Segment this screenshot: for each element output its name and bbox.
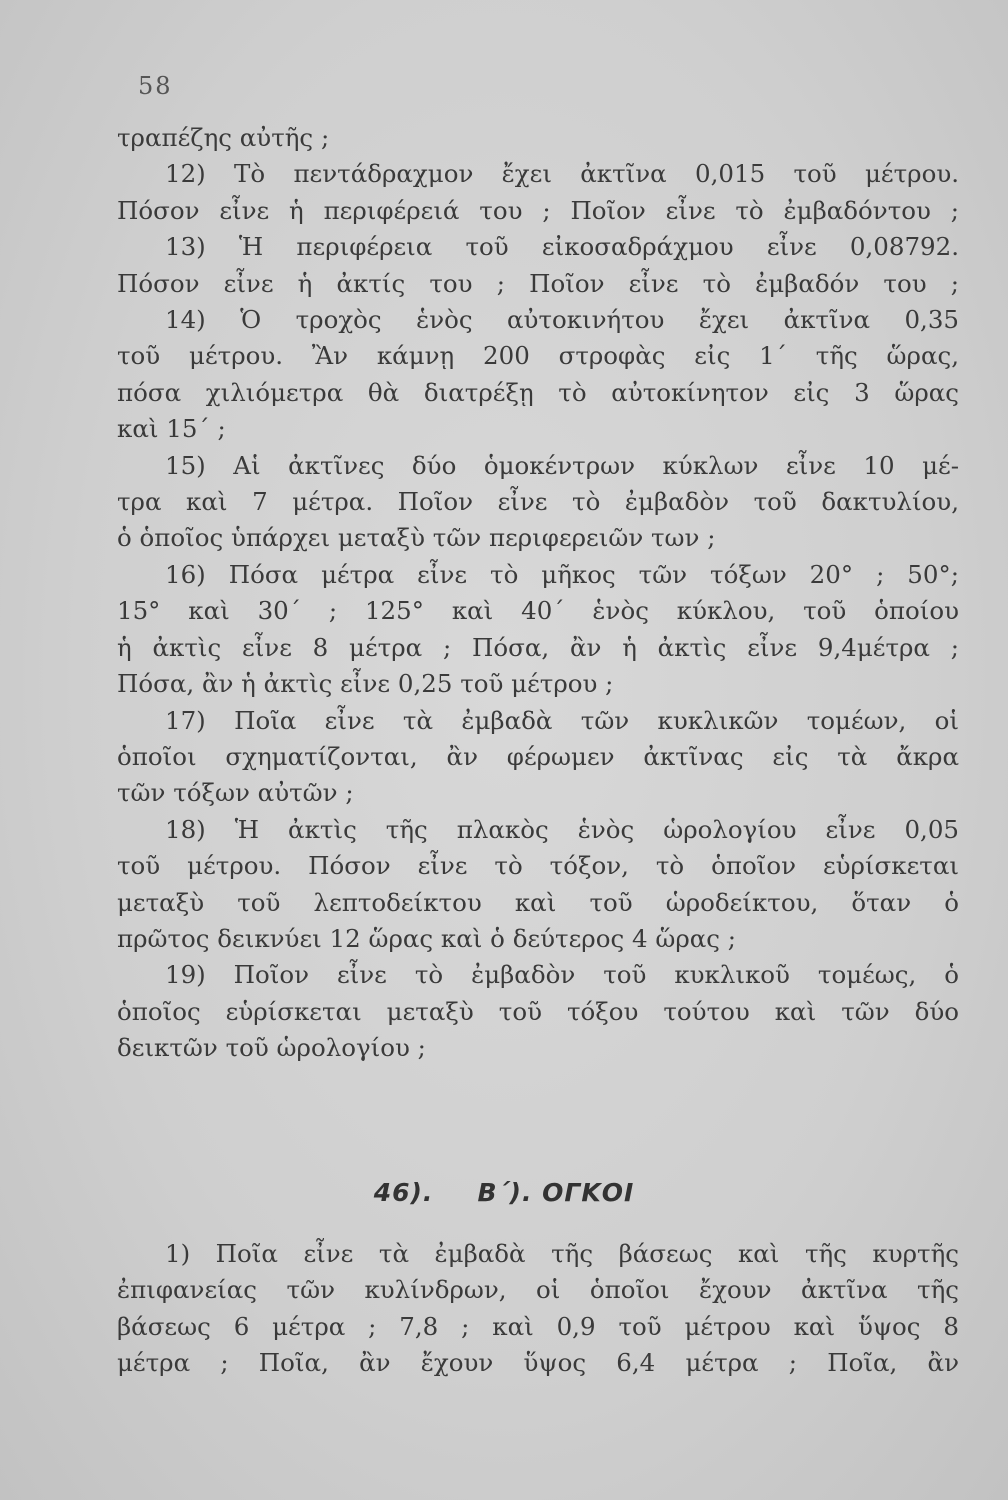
text-line: 17) Ποῖα εἶνε τὰ ἐμβαδὰ τῶν κυκλικῶν τομέων, οἱ — [165, 705, 959, 735]
text-line: Πόσον εἶνε ἡ περιφέρειά του ; Ποῖον εἶνε τὸ ἐμβαδόντου ; — [117, 195, 959, 225]
exercise-text-block — [117, 120, 959, 1067]
text-line: ὁ ὁποῖος ὑπάρχει μεταξὺ τῶν περιφερειῶν των ; — [117, 523, 716, 553]
text-line: μέτρα ; Ποῖα, ἂν ἔχουν ὕψος 6,4 μέτρα ; Ποῖα, ἂν — [117, 1348, 959, 1378]
text-line: τραπέζης αὐτῆς ; — [117, 123, 330, 152]
text-line: δεικτῶν τοῦ ὡρολογίου ; — [117, 1033, 426, 1063]
text-line: πόσα χιλιόμετρα θὰ διατρέξῃ τὸ αὐτοκίνητον εἰς 3 ὥρας — [117, 377, 959, 407]
text-line: πρῶτος δεικνύει 12 ὥρας καὶ ὁ δεύτερος 4 ὥρας ; — [117, 923, 737, 953]
section-title: Β΄). ΟΓΚΟΙ — [477, 1178, 635, 1207]
volumes-text-block — [117, 1236, 959, 1382]
text-line: 15° καὶ 30΄ ; 125° καὶ 40΄ ἑνὸς κύκλου, τοῦ ὁποίου — [117, 596, 959, 626]
text-line: 12) Τὸ πεντάδραχμον ἔχει ἀκτῖνα 0,015 τοῦ μέτρου. — [165, 159, 959, 189]
text-line: Πόσον εἶνε ἡ ἀκτίς του ; Ποῖον εἶνε τὸ ἐμβαδόν του ; — [117, 268, 959, 298]
text-line: 1) Ποῖα εἶνε τὰ ἐμβαδὰ τῆς βάσεως καὶ τῆς κυρτῆς — [165, 1239, 959, 1268]
text-line: ἐπιφανείας τῶν κυλίνδρων, οἱ ὁποῖοι ἔχουν ἀκτῖνα τῆς — [117, 1275, 959, 1305]
text-line: καὶ 15΄ ; — [117, 414, 226, 444]
text-line: τοῦ μέτρου. Ἂν κάμνῃ 200 στροφὰς εἰς 1΄ τῆς ὥρας, — [117, 341, 959, 371]
text-line: ἡ ἀκτὶς εἶνε 8 μέτρα ; Πόσα, ἂν ἡ ἀκτὶς εἶνε 9,4μέτρα ; — [117, 632, 959, 662]
text-line: 18) Ἡ ἀκτὶς τῆς πλακὸς ἑνὸς ὡρολογίου εἶνε 0,05 — [165, 814, 959, 844]
text-line: βάσεως 6 μέτρα ; 7,8 ; καὶ 0,9 τοῦ μέτρου καὶ ὕψος 8 — [117, 1311, 959, 1341]
page-number: 58 — [138, 72, 173, 100]
text-line: 16) Πόσα μέτρα εἶνε τὸ μῆκος τῶν τόξων 20° ; 50°; — [165, 559, 959, 589]
text-line: 14) Ὁ τροχὸς ἑνὸς αὐτοκινήτου ἔχει ἀκτῖνα 0,35 — [165, 305, 959, 335]
text-line: 19) Ποῖον εἶνε τὸ ἐμβαδὸν τοῦ κυκλικοῦ τομέως, ὁ — [165, 960, 959, 990]
text-line: τοῦ μέτρου. Πόσον εἶνε τὸ τόξον, τὸ ὁποῖον εὑρίσκεται — [117, 851, 959, 881]
section-number: 46). — [373, 1178, 434, 1207]
text-line: 13) Ἡ περιφέρεια τοῦ εἰκοσαδράχμου εἶνε 0,08792. — [165, 232, 959, 262]
text-line: Πόσα, ἂν ἡ ἀκτὶς εἶνε 0,25 τοῦ μέτρου ; — [117, 669, 614, 699]
text-line: ὁποῖος εὑρίσκεται μεταξὺ τοῦ τόξου τούτου καὶ τῶν δύο — [117, 996, 959, 1026]
section-heading — [0, 1178, 1008, 1207]
text-line: τρα καὶ 7 μέτρα. Ποῖον εἶνε τὸ ἐμβαδὸν τοῦ δακτυλίου, — [117, 487, 959, 517]
text-line: ὁποῖοι σχηματίζονται, ἂν φέρωμεν ἀκτῖνας εἰς τὰ ἄκρα — [117, 741, 959, 771]
text-line: 15) Αἱ ἀκτῖνες δύο ὁμοκέντρων κύκλων εἶνε 10 μέ- — [165, 450, 959, 480]
text-line: μεταξὺ τοῦ λεπτοδείκτου καὶ τοῦ ὡροδείκτου, ὅταν ὁ — [117, 887, 959, 917]
text-line: τῶν τόξων αὐτῶν ; — [117, 778, 354, 808]
